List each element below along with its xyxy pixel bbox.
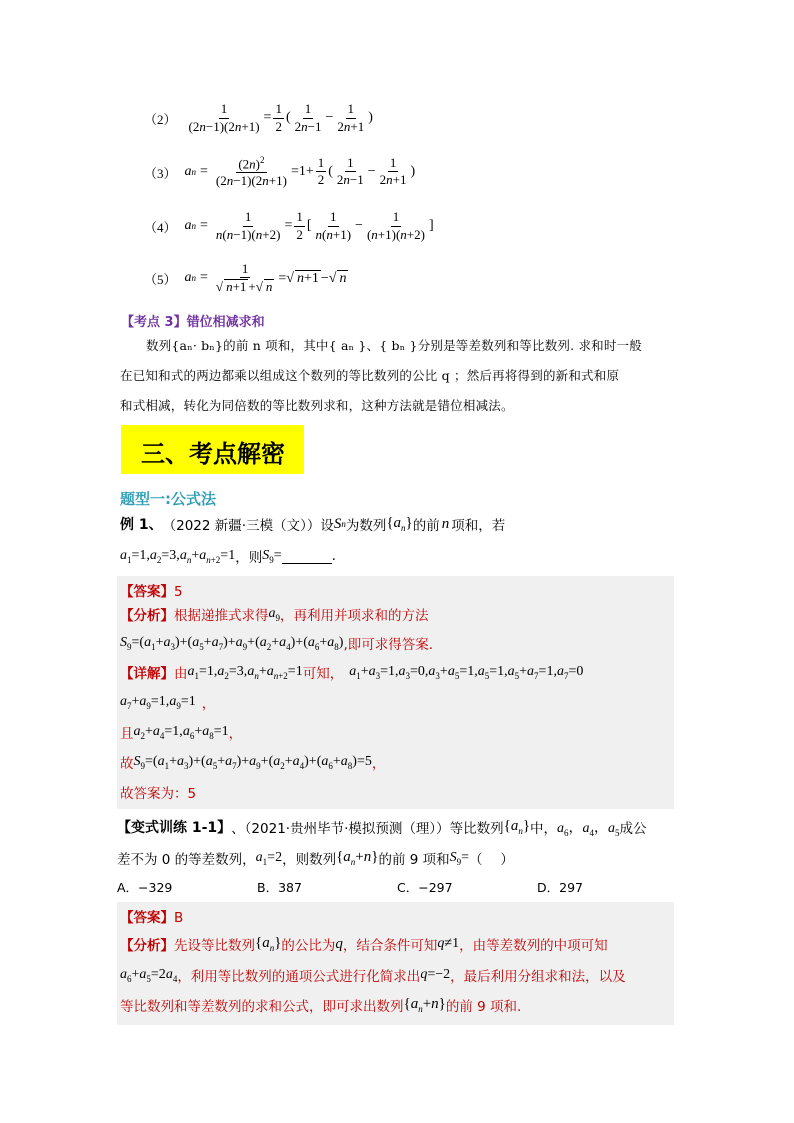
variant-analysis-line1: 【分析】 先设等比数列 $\{a_n\}$ 的公比为 q ，结合条件可知 q≠1 ，由等差数列的中项可知 [120, 935, 608, 954]
type1-title: 题型一:公式法 [120, 490, 216, 508]
formula-label: （3） [144, 165, 177, 181]
option-a[interactable]: A．−329 [117, 880, 173, 895]
option-d[interactable]: D．297 [537, 880, 583, 895]
example1-label: 例 1、 [120, 517, 163, 533]
example1-analysis-line2: $S_9=(a_1+a_3)+(a_5+a_7)+a_9+(a_2+a_4)+(a_6+a_8)$ ,即可求得答案. [120, 634, 434, 653]
formula-5: （5） a n = $\frac{1}{√ n+1 +√ n}$ =√ n+1 −√ n [144, 260, 347, 294]
example1-text-c: 项和，若 [451, 518, 506, 534]
section-title: 三、考点解密 [141, 439, 285, 468]
formula-4: （4） a n = $\frac{1}{n(n-1)(n+2)}$ = $\frac{1}{2}$ [ $\frac{1}{n(n+1)}$ − $\frac{1}{(n+1)(n+2)}$ ] [144, 209, 434, 242]
variant-question-line1: 【变式训练 1-1】 、（2021·贵州毕节·模拟预测（理））等比数列 $\{a_n\}$ 中， $a_6$，$a_4$，$a_5$ 成公 [117, 818, 647, 838]
formula-2: （2） $\frac{1}{(2n-1)(2n+1)}$ = $\frac{1}{2}$ ( $\frac{1}{2n-1}$ − $\frac{1}{2n+1}$ ) [144, 101, 373, 134]
kaodian3-para-line3: 和式相减，转化为同倍数的等比数列求和，这种方法就是错位相减法。 [120, 398, 514, 413]
formula-label: （5） [144, 271, 177, 287]
example1-detail-line4: 故 $S_9=(a_1+a_3)+(a_5+a_7)+a_9+(a_2+a_4)+(a_6+a_8)=5$ ， [120, 753, 386, 772]
variant-analysis-line2: $a_6+a_5=2a_4$ ，利用等比数列的通项公式进行化简求出 q=−2 ，最后利用分组求和法，以及 [120, 966, 626, 985]
example1-detail: 【详解】 由 $a_1=1,a_2=3,a_n+a_{n+2}=1$ 可知， $a_1+a_3=1,a_3=0,a_3+a_5=1,a_5=1,a_5+a_7=1,a_7=0$ [120, 663, 584, 682]
formula-label: （4） [144, 219, 177, 235]
example1-text-b: 的前 [412, 518, 440, 534]
variant-question-line2: 差不为 0 的等差数列， $a_1=2$ ，则数列 $\{a_n+n\}$ 的前 9 项和 $S_9=$ （ ） [117, 849, 514, 868]
formula-3: （3） a n = $\frac{(2n)^2}{(2n-1)(2n+1)}$ =1+ $\frac{1}{2}$ ( $\frac{1}{2n-1}$ − $\frac{1}{2n+1}$ ) [144, 154, 416, 189]
example1-answer: 【答案】5 [120, 584, 183, 600]
kaodian3-para-line2: 在已知和式的两边都乘以组成这个数列的等比数列的公比 q ；然后再将得到的新和式和原 [120, 368, 620, 383]
example1-question-line1: 例 1、 （2022 新疆·三模（文））设 S n 为数列 $\{a_n\}$ 的前 n 项和，若 [120, 515, 506, 534]
example1-detail-line2: $a_7+a_9=1,a_9=1$ ， [120, 693, 216, 712]
formula-label: （2） [144, 111, 177, 127]
example1-source: （2022 新疆·三模（文））设 [162, 518, 334, 534]
variant-analysis-line3: 等比数列和等差数列的求和公式，即可求出数列 $\{a_n+n\}$ 的前 9 项和. [120, 996, 522, 1015]
example1-then: ，则 [235, 550, 263, 566]
answer-blank[interactable] [282, 549, 332, 564]
example1-analysis: 【分析】 根据递推式求得 $a_9$ ，再利用并项求和的方法 [120, 605, 429, 624]
example1-detail-line3: 且 $a_2+a_4=1,a_6+a_8=1$ ， [120, 723, 243, 742]
example1-question-line2: $a_1=1,a_2=3,a_n+a_{n+2}=1$ ，则 $S_9=$ . [120, 547, 336, 566]
example1-text-a: 为数列 [345, 518, 387, 534]
option-b[interactable]: B．387 [257, 880, 302, 895]
option-c[interactable]: C．−297 [397, 880, 453, 895]
kaodian3-para-line1: 数列{aₙ· bₙ}的前 n 项和，其中{ aₙ }、{ bₙ }分别是等差数列和等比数列. 求和时一般 [146, 338, 642, 353]
example1-final-answer: 故答案为：5 [120, 786, 197, 802]
kaodian3-title: 【考点 3】错位相减求和 [121, 315, 265, 330]
variant-answer: 【答案】B [120, 910, 184, 926]
